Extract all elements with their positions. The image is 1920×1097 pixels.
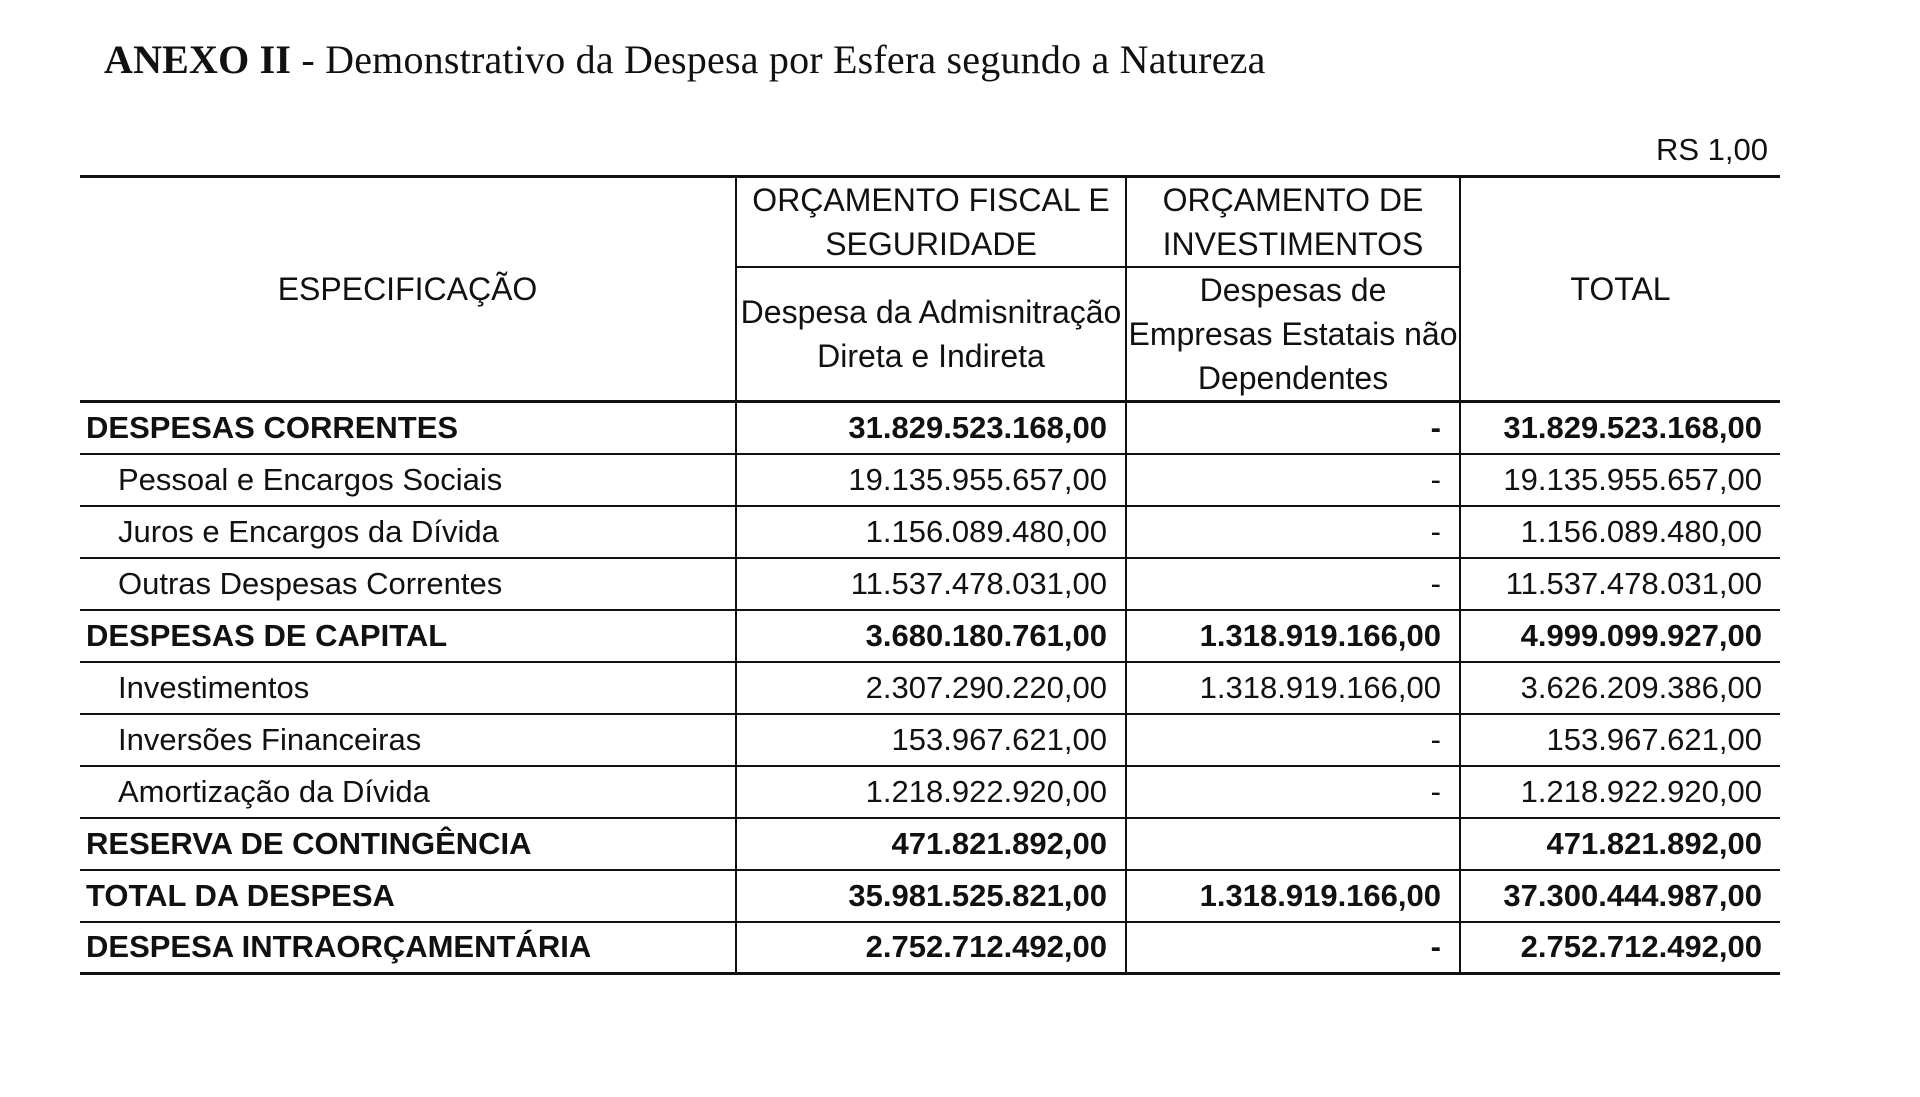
expense-table — [80, 175, 1780, 975]
table-row — [80, 610, 1780, 662]
row-label: RESERVA DE CONTINGÊNCIA — [80, 818, 736, 870]
table-header — [80, 177, 1780, 402]
total-value: 4.999.099.927,00 — [1460, 610, 1780, 662]
fiscal-value: 19.135.955.657,00 — [736, 454, 1126, 506]
header-investment-group: ORÇAMENTO DE INVESTIMENTOS — [1126, 177, 1460, 268]
investment-value: - — [1126, 922, 1460, 974]
investment-value: 1.318.919.166,00 — [1126, 610, 1460, 662]
page-title — [104, 36, 1266, 83]
row-label: Pessoal e Encargos Sociais — [80, 454, 736, 506]
title-text: - Demonstrativo da Despesa por Esfera segundo a Natureza — [291, 37, 1266, 82]
fiscal-value: 1.218.922.920,00 — [736, 766, 1126, 818]
fiscal-value: 1.156.089.480,00 — [736, 506, 1126, 558]
table-row — [80, 714, 1780, 766]
investment-value: - — [1126, 506, 1460, 558]
investment-value: - — [1126, 714, 1460, 766]
fiscal-value: 2.752.712.492,00 — [736, 922, 1126, 974]
row-label: Juros e Encargos da Dívida — [80, 506, 736, 558]
fiscal-value: 35.981.525.821,00 — [736, 870, 1126, 922]
fiscal-value: 2.307.290.220,00 — [736, 662, 1126, 714]
total-value: 1.156.089.480,00 — [1460, 506, 1780, 558]
total-value: 3.626.209.386,00 — [1460, 662, 1780, 714]
total-value: 471.821.892,00 — [1460, 818, 1780, 870]
table-row — [80, 766, 1780, 818]
total-value: 1.218.922.920,00 — [1460, 766, 1780, 818]
header-fiscal-sub: Despesa da Admisnitração Direta e Indireta — [736, 267, 1126, 402]
table-row — [80, 922, 1780, 974]
row-label: Inversões Financeiras — [80, 714, 736, 766]
header-specification: ESPECIFICAÇÃO — [80, 177, 736, 402]
table-body — [80, 402, 1780, 974]
investment-value — [1126, 818, 1460, 870]
total-value: 19.135.955.657,00 — [1460, 454, 1780, 506]
total-value: 11.537.478.031,00 — [1460, 558, 1780, 610]
currency-unit: RS 1,00 — [1655, 132, 1768, 167]
fiscal-value: 11.537.478.031,00 — [736, 558, 1126, 610]
table-row — [80, 870, 1780, 922]
investment-value: 1.318.919.166,00 — [1126, 662, 1460, 714]
table-row — [80, 454, 1780, 506]
annex-label: ANEXO II — [104, 37, 292, 82]
fiscal-value: 471.821.892,00 — [736, 818, 1126, 870]
table-row — [80, 558, 1780, 610]
investment-value: - — [1126, 766, 1460, 818]
header-investment-sub: Despesas de Empresas Estatais não Dependentes — [1126, 267, 1460, 402]
table-row — [80, 818, 1780, 870]
fiscal-value: 3.680.180.761,00 — [736, 610, 1126, 662]
row-label: TOTAL DA DESPESA — [80, 870, 736, 922]
total-value: 31.829.523.168,00 — [1460, 402, 1780, 454]
row-label: DESPESAS CORRENTES — [80, 402, 736, 454]
total-value: 153.967.621,00 — [1460, 714, 1780, 766]
total-value: 2.752.712.492,00 — [1460, 922, 1780, 974]
header-fiscal-group: ORÇAMENTO FISCAL E SEGURIDADE — [736, 177, 1126, 268]
investment-value: 1.318.919.166,00 — [1126, 870, 1460, 922]
table-row — [80, 402, 1780, 454]
header-total: TOTAL — [1460, 177, 1780, 402]
row-label: DESPESAS DE CAPITAL — [80, 610, 736, 662]
investment-value: - — [1126, 402, 1460, 454]
row-label: Outras Despesas Correntes — [80, 558, 736, 610]
fiscal-value: 31.829.523.168,00 — [736, 402, 1126, 454]
row-label: Investimentos — [80, 662, 736, 714]
row-label: DESPESA INTRAORÇAMENTÁRIA — [80, 922, 736, 974]
investment-value: - — [1126, 558, 1460, 610]
investment-value: - — [1126, 454, 1460, 506]
table-row — [80, 662, 1780, 714]
table-row — [80, 506, 1780, 558]
fiscal-value: 153.967.621,00 — [736, 714, 1126, 766]
row-label: Amortização da Dívida — [80, 766, 736, 818]
total-value: 37.300.444.987,00 — [1460, 870, 1780, 922]
